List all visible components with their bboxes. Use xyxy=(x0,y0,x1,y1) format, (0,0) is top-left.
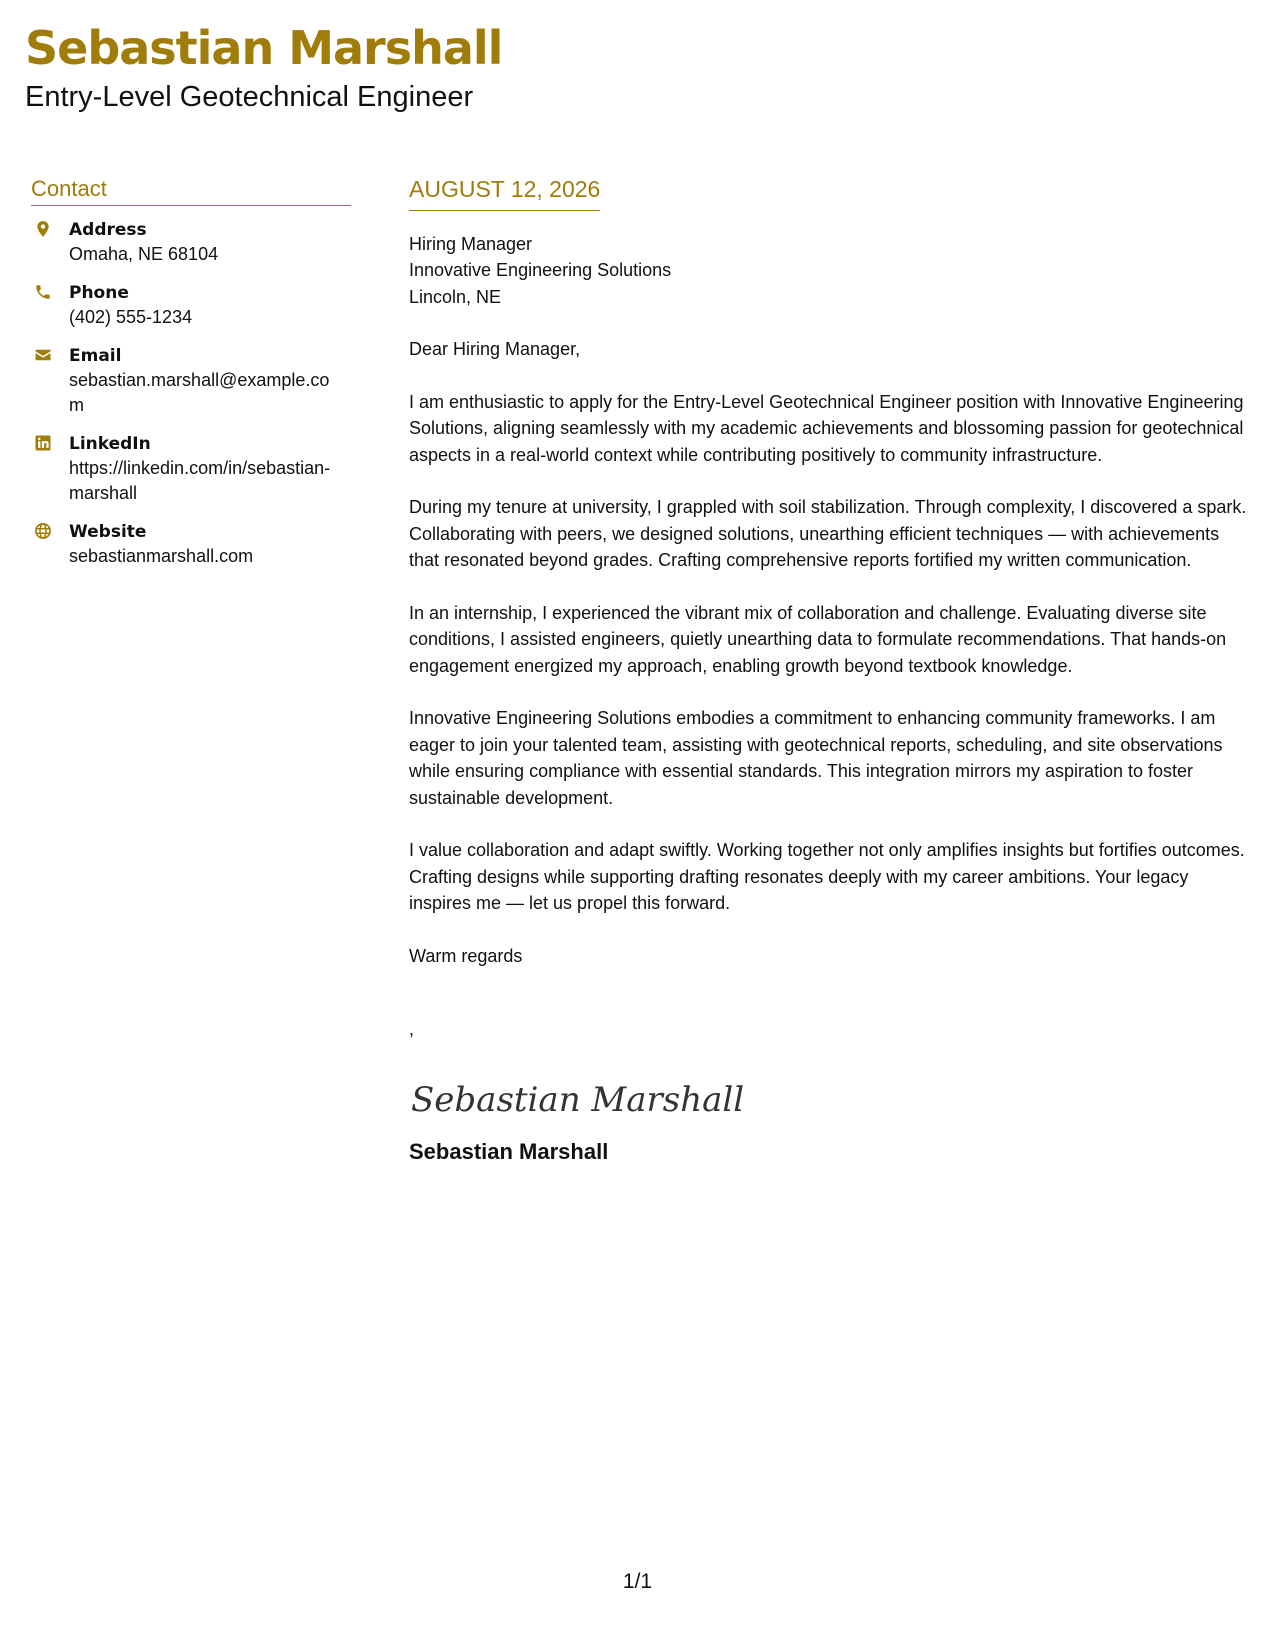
envelope-icon xyxy=(31,344,69,418)
contact-label: Email xyxy=(69,346,122,367)
recipient-company: Innovative Engineering Solutions xyxy=(409,260,672,281)
signature-text: Sebastian Marshall xyxy=(411,1080,745,1121)
letter-paragraph: During my tenure at university, I grappled with soil stabilization. Through complexity, I discovered a spark. Collaborating with peers, we designed solutions, unearthing efficient techniques — with achievements that resonated beyond grades. Crafting comprehensive reports fortified my written communication. xyxy=(409,497,1247,571)
globe-icon xyxy=(31,520,69,569)
letter-paragraph: I value collaboration and adapt swiftly. Working together not only amplifies insights but fortifies outcomes. Crafting designs while supporting drafting resonates deeply with my career ambitions. Your legacy inspires me — let us propel this forward. xyxy=(409,840,1245,914)
recipient-block xyxy=(409,231,1249,311)
phone-icon xyxy=(31,281,69,330)
recipient-location: Lincoln, NE xyxy=(409,286,502,307)
signature-image xyxy=(409,1075,745,1123)
page-number: 1/1 xyxy=(622,1570,653,1593)
contact-item-phone xyxy=(31,281,351,330)
closing-comma: , xyxy=(409,1019,415,1040)
letter-paragraph: In an internship, I experienced the vibrant mix of collaboration and challenge. Evaluating diverse site conditions, I assisted engineers, quietly unearthing data to formulate recommendations. That hands-on engagement energized my approach, enabling growth beyond textbook knowledge. xyxy=(409,602,1227,676)
email-link[interactable]: sebastian.marshall@example.com xyxy=(69,370,330,416)
map-pin-icon xyxy=(31,218,69,267)
linkedin-icon xyxy=(31,432,69,506)
candidate-name: Sebastian Marshall xyxy=(25,21,503,75)
contact-label: Phone xyxy=(69,283,129,304)
signer-name: Sebastian Marshall xyxy=(409,1139,609,1165)
contact-item-linkedin xyxy=(31,432,351,506)
letter-paragraph: Innovative Engineering Solutions embodies a commitment to enhancing community frameworks. I am eager to join your talented team, assisting with geotechnical reports, scheduling, and site observations while ensuring compliance with essential standards. This integration mirrors my aspiration to foster sustainable development. xyxy=(409,708,1223,808)
job-title: Entry-Level Geotechnical Engineer xyxy=(25,81,474,113)
linkedin-link[interactable]: https://linkedin.com/in/sebastian-marshall xyxy=(69,458,331,504)
contact-label: Website xyxy=(69,522,147,543)
letter-body xyxy=(409,176,1249,1165)
contact-item-email xyxy=(31,344,351,418)
letter-date: AUGUST 12, 2026 xyxy=(409,176,600,211)
contact-sidebar xyxy=(31,176,351,583)
contact-value: Omaha, NE 68104 xyxy=(69,244,219,265)
contact-item-website xyxy=(31,520,351,569)
contact-heading: Contact xyxy=(31,176,351,206)
salutation: Dear Hiring Manager, xyxy=(409,339,581,360)
contact-label: LinkedIn xyxy=(69,434,151,455)
contact-value: (402) 555-1234 xyxy=(69,307,193,328)
contact-label: Address xyxy=(69,220,147,241)
recipient-name: Hiring Manager xyxy=(409,233,533,254)
letter-paragraph: I am enthusiastic to apply for the Entry-Level Geotechnical Engineer position with Innovative Engineering Solutions, aligning seamlessly with my academic achievements and blossoming passion for geotechnical aspects in a real-world context while contributing positively to community infrastructure. xyxy=(409,391,1244,465)
contact-item-address xyxy=(31,218,351,267)
closing: Warm regards xyxy=(409,945,523,966)
website-link[interactable]: sebastianmarshall.com xyxy=(69,546,254,567)
